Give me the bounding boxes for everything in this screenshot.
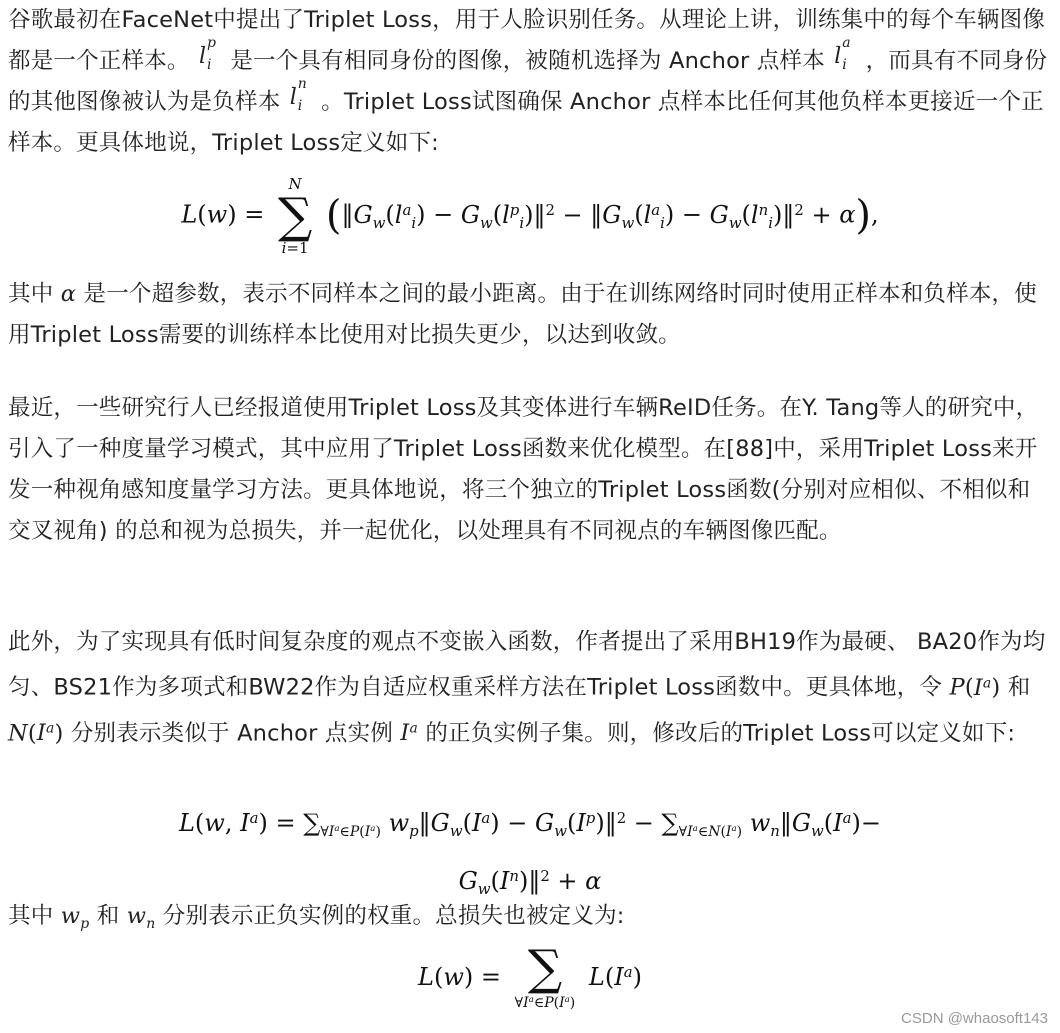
math-Ia: $I^a$ (400, 720, 418, 747)
math-l-i-a: l a i (834, 35, 851, 73)
para1-text-c: ，而具有不同身份的其他图像被认为是负样本 (8, 48, 1048, 115)
equation-modified-triplet-loss (0, 796, 1060, 911)
math-alpha: α (60, 281, 77, 307)
para2-text-a: 其中 (8, 281, 61, 307)
equation-2-line-1: L(w, $I^a) = \sum_{\forall I^a\in P(I^a)}$ $w_p‖G_w(I^a)$ − $G_w(I^p)‖^2 - \sum_{\forall I^a\in N(I^a)}$ $w_n‖G_w(I^a)-$ (178, 809, 881, 841)
math-l-i-p: l p i (198, 35, 217, 73)
para4-text-a: 此外，为了实现具有低时间复杂度的观点不变嵌入函数，作者提出了采用BH19作为最硬、 BA20作为均匀、BS21作为多项式和BW22作为自适应权重采样方法在Triplet Loss函数中。更具体地，令 (8, 629, 1046, 701)
math-l-i-n: l n i (289, 76, 307, 114)
equation-total-loss: L(w) = ∑ $\forall I^a\in P(I^a)$ $L(I^a)$ (418, 940, 642, 1011)
para4-text-c: 分别表示类似于 Anchor 点实例 (63, 720, 401, 747)
math-P-Ia: P (949, 674, 965, 701)
equation-2-line-2: $G_w(I^n)‖^2 + \alpha$ (458, 867, 602, 899)
paragraph-2 (8, 274, 1048, 356)
csdn-watermark: CSDN @whaosoft143 (901, 1010, 1048, 1027)
math-w-n: $w_n$ (126, 903, 156, 932)
paragraph-4: 此外，为了实现具有低时间复杂度的观点不变嵌入函数，作者提出了采用BH19作为最硬、 BA20作为均匀、BS21作为多项式和BW22作为自适应权重采样方法在Triplet Loss函数中。更具体地，令 $P(I^a)$ 和 $N(I^a)$ 分别表示类似于 Anchor 点实例 $I^a$ 的正负实例子集。则，修改后的Triplet Loss可以定义如下: (8, 629, 1046, 747)
para1-text-b: 是一个具有相同身份的图像，被随机选择为 Anchor 点样本 (230, 48, 833, 74)
para5-text-a: 其中 (8, 903, 61, 929)
equation-triplet-loss: L(w) = N ∑ i=1 ($‖G_w(l^a_i)$ − $G_w(l^p_i)‖^2$ − $‖G_w(l^a_i)$ − $G_w(l^n_i)‖^2 + \alpha$), (181, 175, 879, 257)
summation-sign-total: ∑ $\forall I^a\in P(I^a)$ (514, 940, 576, 1011)
para5-text-b: 和 (89, 903, 127, 929)
para2-text-b: 是一个超参数，表示不同样本之间的最小距离。由于在训练网络时同时使用正样本和负样本，使用Triplet Loss需要的训练样本比使用对比损失更少，以达到收敛。 (8, 281, 1037, 348)
math-w-p: $w_p$ (60, 903, 90, 932)
para1-text-a: 谷歌最初在FaceNet中提出了Triplet Loss，用于人脸识别任务。从理论上讲，训练集中的每个车辆图像都是一个正样本。 (8, 7, 1046, 74)
para5-text-c: 分别表示正负实例的权重。总损失也被定义为: (155, 903, 625, 929)
summation-sign: N ∑ i=1 (277, 175, 313, 257)
para4-text-b: 和 (1000, 674, 1031, 701)
math-N-Ia: N (8, 720, 28, 747)
paragraph-5 (8, 896, 1048, 945)
paragraph-1 (8, 0, 1048, 164)
para4-text-d: 的正负实例子集。则，修改后的Triplet Loss可以定义如下: (418, 720, 1016, 747)
paragraph-3: 最近，一些研究行人已经报道使用Triplet Loss及其变体进行车辆ReID任务。在Y. Tang等人的研究中，引入了一种度量学习模式，其中应用了Triplet Loss函数来优化模型。在[88]中，采用Triplet Loss来开发一种视角感知度量学习方法。更具体地说，将三个独立的Triplet Loss函数(分别对应相似、不相似和交叉视角) 的总和视为总损失，并一起优化，以处理具有不同视点的车辆图像匹配。 (8, 395, 1039, 544)
para1-text-d: 。Triplet Loss试图确保 Anchor 点样本比任何其他负样本更接近一个正样本。更具体地说，Triplet Loss定义如下: (8, 89, 1044, 156)
